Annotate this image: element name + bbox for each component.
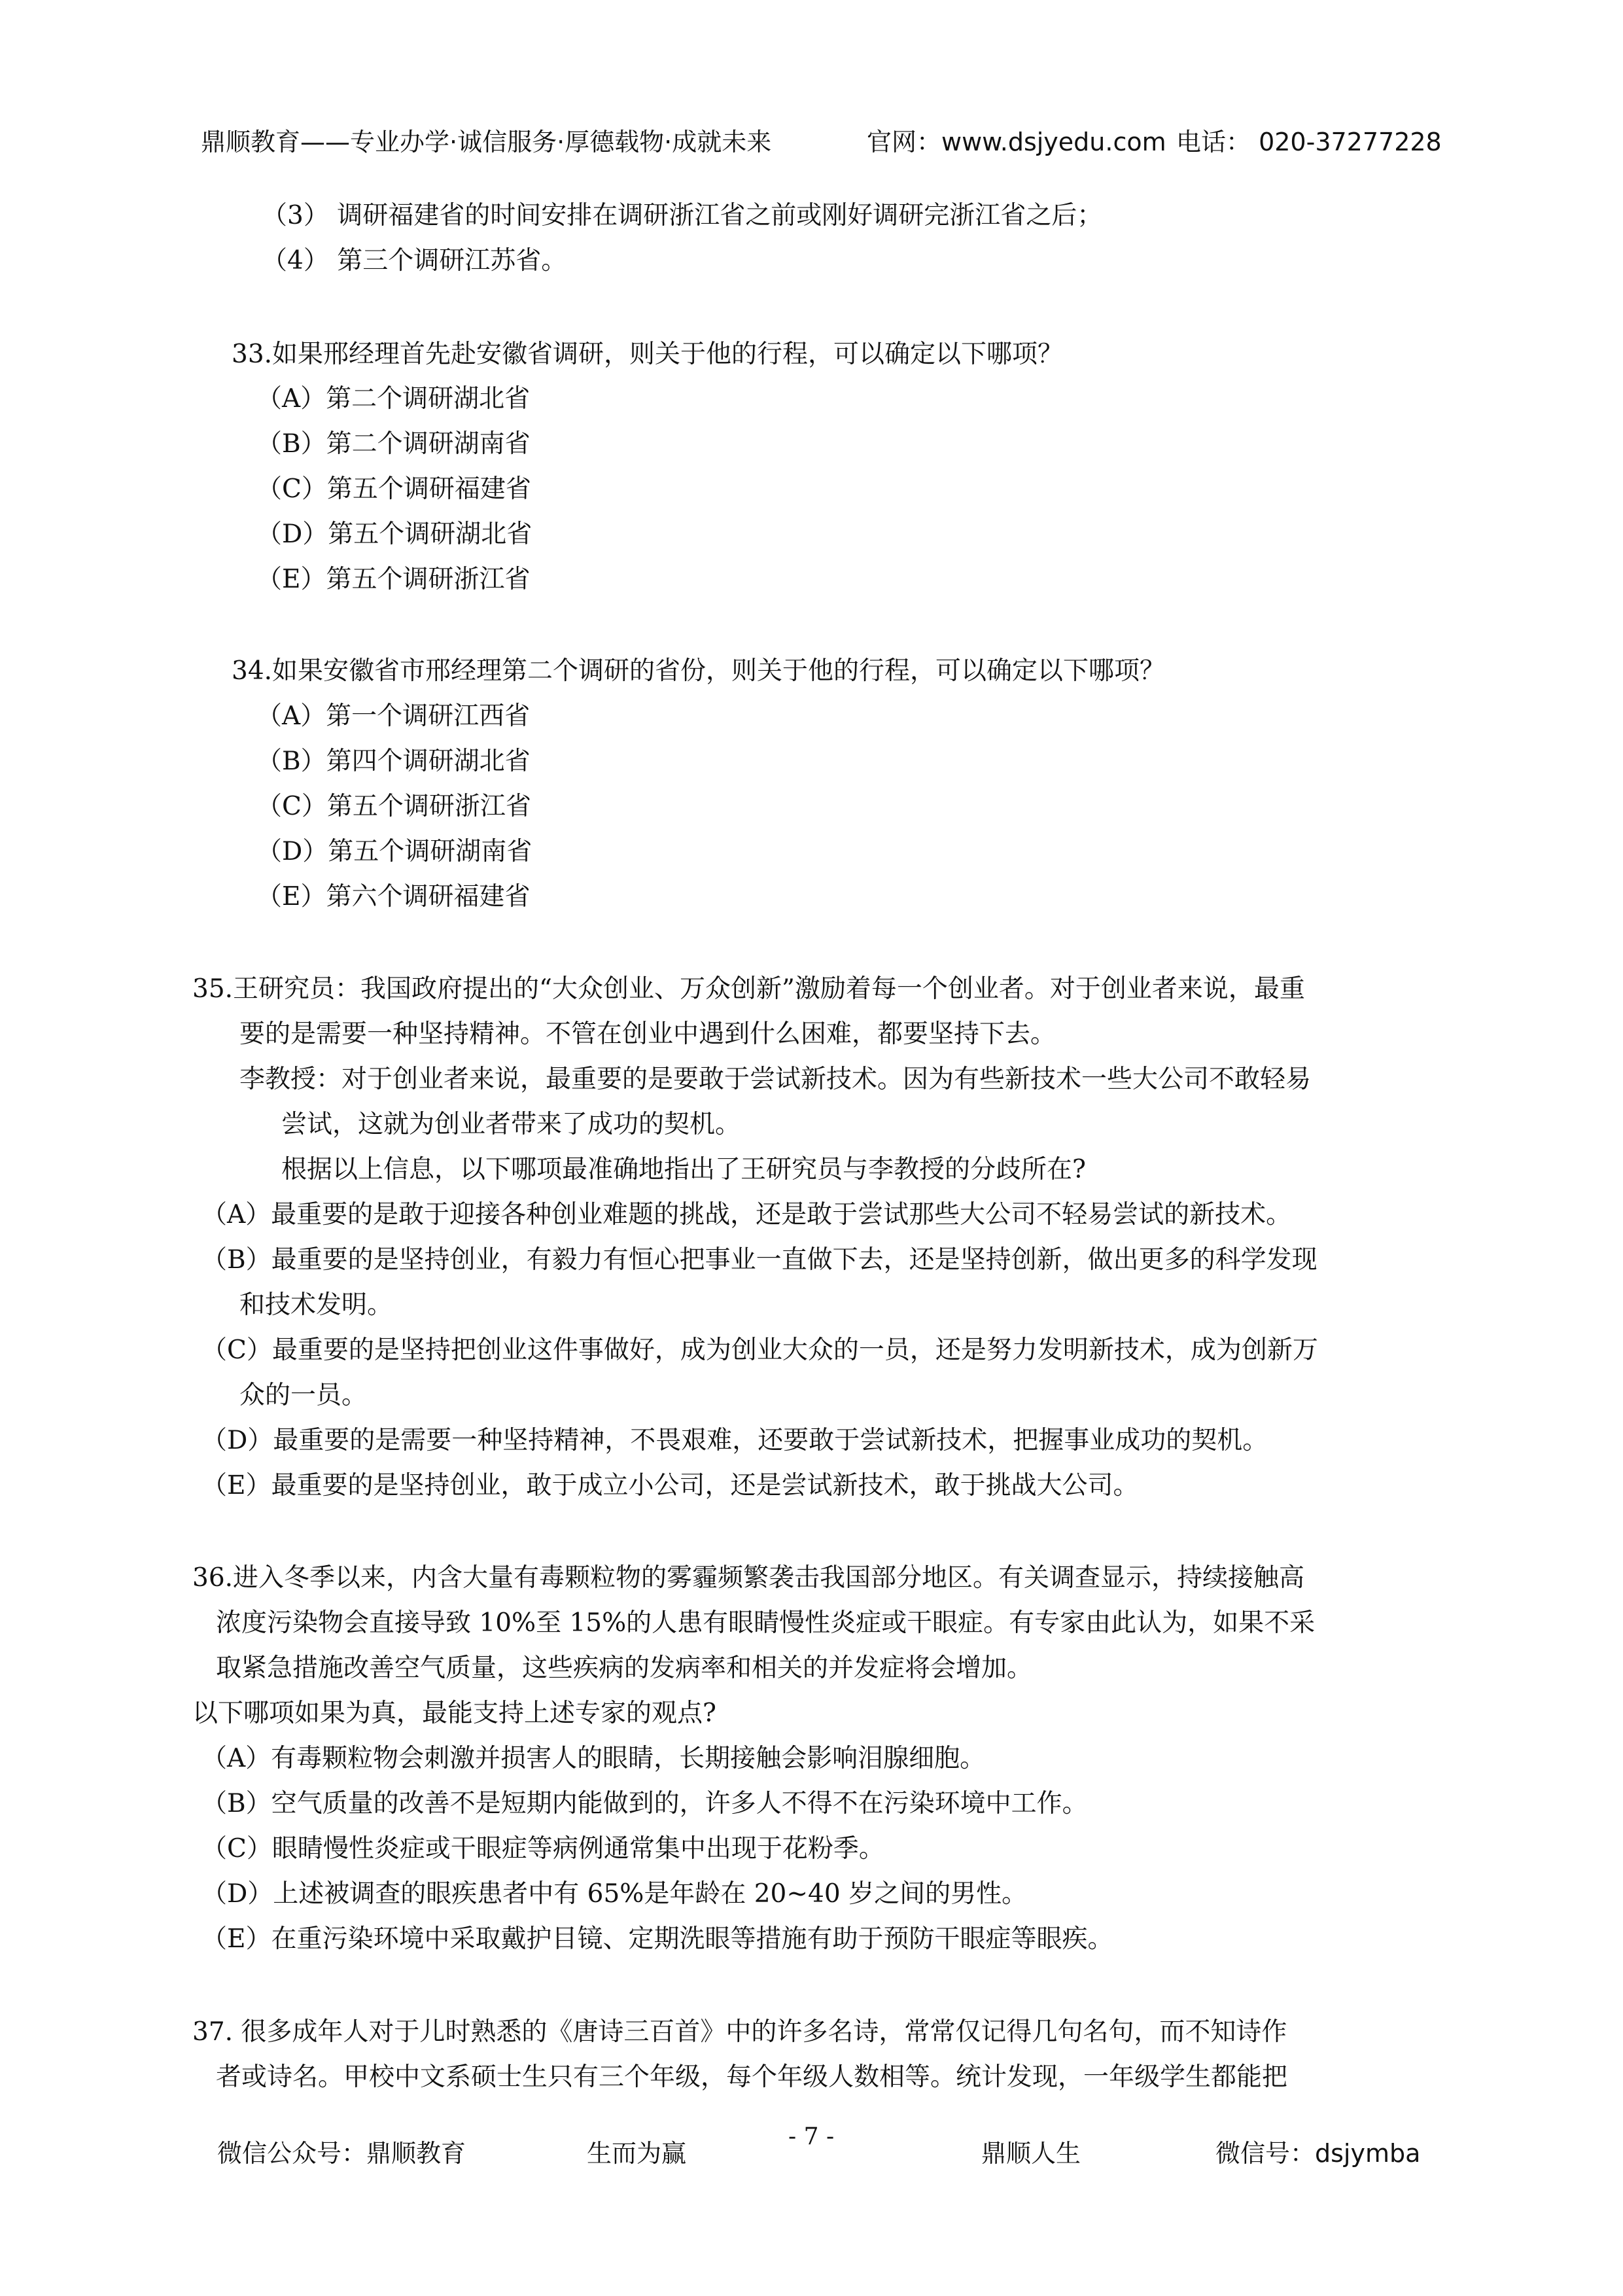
footer-wechat-id: 微信号：dsjymba bbox=[1215, 2139, 1421, 2168]
question-33-option: （C）第五个调研福建省 bbox=[256, 474, 531, 504]
question-34-option: （D）第五个调研湖南省 bbox=[256, 837, 532, 866]
footer-motto: 生而为赢 bbox=[587, 2139, 687, 2168]
question-34-stem: 34.如果安徽省市邢经理第二个调研的省份，则关于他的行程，可以确定以下哪项？ bbox=[232, 656, 1166, 686]
body-line: （4） 第三个调研江苏省。 bbox=[262, 246, 567, 275]
question-36-option: （C）眼睛慢性炎症或干眼症等病例通常集中出现于花粉季。 bbox=[201, 1834, 884, 1863]
question-37-stem: 者或诗名。甲校中文系硕士生只有三个年级，每个年级人数相等。统计发现，一年级学生都能把 bbox=[216, 2062, 1288, 2092]
question-33-option: （A）第二个调研湖北省 bbox=[256, 384, 531, 414]
question-34-option: （A）第一个调研江西省 bbox=[256, 701, 531, 731]
question-36-prompt: 以下哪项如果为真，最能支持上述专家的观点? bbox=[192, 1699, 716, 1728]
question-36-option: （D）上述被调查的眼疾患者中有 65%是年龄在 20~40 岁之间的男性。 bbox=[201, 1879, 1028, 1909]
question-33-option: （D）第五个调研湖北省 bbox=[256, 520, 532, 549]
question-34-option: （B）第四个调研湖北省 bbox=[256, 747, 531, 776]
question-35-prompt: 根据以上信息，以下哪项最准确地指出了王研究员与李教授的分歧所在? bbox=[281, 1155, 1086, 1184]
question-36-option: （E）在重污染环境中采取戴护目镜、定期洗眼等措施有助于预防干眼症等眼疾。 bbox=[201, 1924, 1113, 1954]
question-35-option: （C）最重要的是坚持把创业这件事做好，成为创业大众的一员，还是努力发明新技术，成为创新万 bbox=[201, 1335, 1318, 1365]
question-35-stem: 李教授：对于创业者来说，最重要的是要敢于尝试新技术。因为有些新技术一些大公司不敢轻易 bbox=[239, 1065, 1312, 1094]
question-33-option: （E）第五个调研浙江省 bbox=[256, 565, 531, 594]
question-35-option: （E）最重要的是坚持创业，敢于成立小公司，还是尝试新技术，敢于挑战大公司。 bbox=[201, 1471, 1139, 1500]
page-number: - 7 - bbox=[788, 2123, 835, 2150]
header-phone: 电话： 020-37277228 bbox=[1176, 128, 1442, 156]
question-35-option: （D）最重要的是需要一种坚持精神，不畏艰难，还要敢于尝试新技术，把握事业成功的契机。 bbox=[201, 1426, 1268, 1455]
question-37-stem: 37. 很多成年人对于儿时熟悉的《唐诗三百首》中的许多名诗，常常仅记得几句名句，而不知诗作 bbox=[192, 2017, 1287, 2047]
question-34-option: （E）第六个调研福建省 bbox=[256, 882, 531, 911]
body-line: （3） 调研福建省的时间安排在调研浙江省之前或刚好调研完浙江省之后； bbox=[262, 201, 1103, 230]
question-35-option: 和技术发明。 bbox=[239, 1290, 393, 1320]
question-36-stem: 36.进入冬季以来，内含大量有毒颗粒物的雾霾频繁袭击我国部分地区。有关调查显示，持续接触高 bbox=[192, 1563, 1305, 1593]
footer-wechat-public: 微信公众号：鼎顺教育 bbox=[217, 2139, 466, 2168]
header-slogan: 鼎顺教育——专业办学·诚信服务·厚德载物·成就未来 bbox=[201, 128, 772, 156]
question-33-option: （B）第二个调研湖南省 bbox=[256, 429, 531, 459]
question-35-stem: 要的是需要一种坚持精神。不管在创业中遇到什么困难，都要坚持下去。 bbox=[239, 1019, 1056, 1049]
question-33-stem: 33.如果邢经理首先赴安徽省调研，则关于他的行程，可以确定以下哪项？ bbox=[232, 340, 1064, 369]
question-35-option: （B）最重要的是坚持创业，有毅力有恒心把事业一直做下去，还是坚持创新，做出更多的科学发现 bbox=[201, 1245, 1318, 1275]
question-36-option: （B）空气质量的改善不是短期内能做到的，许多人不得不在污染环境中工作。 bbox=[201, 1789, 1088, 1818]
question-35-stem: 35.王研究员：我国政府提出的“大众创业、万众创新”激励着每一个创业者。对于创业者来说，最重 bbox=[192, 974, 1305, 1004]
question-34-option: （C）第五个调研浙江省 bbox=[256, 792, 531, 821]
question-36-stem: 浓度污染物会直接导致 10%至 15%的人患有眼睛慢性炎症或干眼症。有专家由此认为，如果不采 bbox=[216, 1608, 1316, 1638]
question-35-option: （A）最重要的是敢于迎接各种创业难题的挑战，还是敢于尝试那些大公司不轻易尝试的新技术。 bbox=[201, 1200, 1292, 1229]
question-35-option: 众的一员。 bbox=[239, 1381, 368, 1410]
question-36-stem: 取紧急措施改善空气质量，这些疾病的发病率和相关的并发症将会增加。 bbox=[216, 1653, 1033, 1683]
question-35-stem: 尝试，这就为创业者带来了成功的契机。 bbox=[281, 1110, 741, 1139]
footer-brand: 鼎顺人生 bbox=[981, 2139, 1081, 2168]
question-36-option: （A）有毒颗粒物会刺激并损害人的眼睛，长期接触会影响泪腺细胞。 bbox=[201, 1744, 986, 1773]
header-website: 官网：www.dsjyedu.com bbox=[867, 128, 1166, 156]
